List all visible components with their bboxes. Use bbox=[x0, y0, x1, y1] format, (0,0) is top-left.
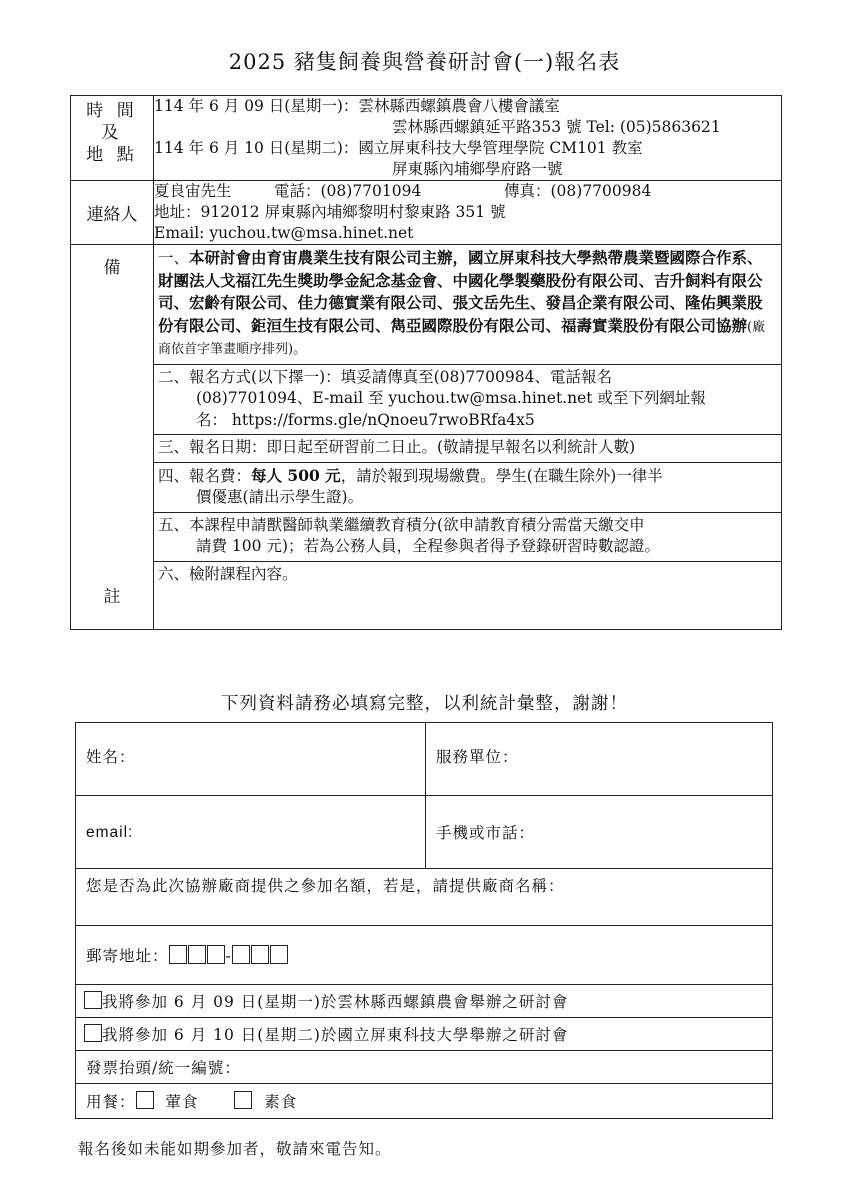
time-place-label bbox=[71, 96, 154, 181]
attend-session2-option[interactable] bbox=[76, 1018, 773, 1051]
postal-label: 郵寄地址： bbox=[86, 947, 169, 965]
remarks-label-bottom: 註 bbox=[103, 587, 121, 607]
sponsor-field[interactable] bbox=[76, 869, 773, 926]
note-2-line1: 報名方式(以下擇一)：填妥請傳真至(08)7700984、電話報名 bbox=[189, 367, 612, 386]
name-label: 姓名： bbox=[86, 748, 136, 766]
postal-code-box[interactable] bbox=[207, 945, 225, 964]
note-4-line2: 價優惠(請出示學生證)。 bbox=[196, 488, 364, 506]
note-5-line1: 本課程申請獸醫師執業繼續教育積分(欲申請教育積分需當天繳交申 bbox=[189, 515, 645, 534]
form-row-meal bbox=[76, 1084, 773, 1119]
time-place-content bbox=[154, 96, 782, 181]
form-row-contact bbox=[76, 796, 773, 869]
name-field[interactable] bbox=[76, 723, 426, 796]
form-row-attend1 bbox=[76, 985, 773, 1018]
contact-label: 連絡人 bbox=[71, 181, 154, 245]
note-6-text: 檢附課程內容。 bbox=[189, 564, 298, 583]
time-place-label-line3: 地 點 bbox=[86, 145, 138, 165]
contact-row bbox=[71, 181, 782, 245]
meal-field bbox=[76, 1084, 773, 1119]
unit-label: 服務單位： bbox=[436, 748, 519, 766]
time-place-label-line1: 時 間 bbox=[86, 101, 138, 121]
form-row-name bbox=[76, 723, 773, 796]
note-2-line3: 名： https://forms.gle/nQnoeu7rwoBRfa4x5 bbox=[196, 410, 535, 429]
phone-field[interactable] bbox=[426, 796, 773, 869]
note-6 bbox=[154, 562, 781, 589]
form-row-sponsor bbox=[76, 869, 773, 926]
note-1-bold-text: 本研討會由育宙農業生技有限公司主辦，國立屏東科技大學熱帶農業暨國際合作系、財團法人戈福江先生獎助學金紀念基金會、中國化學製藥股份有限公司、吉升飼料有限公司、宏齡有限公司、佳力德實業有限公司、張文岳先生、發昌企業有限公司、隆佑興業股份有限公司、鉅洹生技有限公司、雋亞國際股份有限公司、福壽實業股份有限公司協辦 bbox=[158, 248, 763, 335]
email-label: email: bbox=[86, 823, 134, 841]
note-5-num: 五、 bbox=[158, 515, 190, 534]
remarks-label-top: 備 bbox=[103, 258, 121, 278]
session1-place: 雲林縣西螺鎮農會八樓會議室 bbox=[358, 97, 560, 115]
time-place-label-line2: 及 bbox=[101, 123, 123, 143]
note-1 bbox=[154, 245, 781, 365]
note-3 bbox=[154, 435, 781, 463]
session2-place: 國立屏東科技大學管理學院 CM101 教室 bbox=[358, 139, 643, 157]
form-row-postal bbox=[76, 926, 773, 985]
contact-address: 地址：912012 屏東縣內埔鄉黎明村黎東路 351 號 bbox=[154, 203, 506, 221]
postal-code-box[interactable] bbox=[188, 945, 206, 964]
postal-code-box[interactable] bbox=[232, 945, 250, 964]
note-4-num: 四、 bbox=[158, 466, 190, 485]
note-4-post: ，請於報到現場繳費。學生(在職生除外)一律半 bbox=[340, 466, 663, 485]
form-row-invoice bbox=[76, 1051, 773, 1084]
note-3-num: 三、 bbox=[158, 438, 190, 456]
note-3-text: 報名日期：即日起至研習前二日止。(敬請提早報名以利統計人數) bbox=[189, 438, 636, 456]
attend-session1-checkbox[interactable] bbox=[84, 991, 102, 1009]
note-6-num: 六、 bbox=[158, 564, 190, 583]
contact-name: 夏良宙先生 bbox=[154, 182, 232, 200]
session2-address: 屏東縣內埔鄉學府路一號 bbox=[392, 160, 563, 178]
registration-form bbox=[75, 722, 773, 1119]
session1-line bbox=[154, 96, 781, 117]
contact-line-1 bbox=[154, 181, 781, 202]
attend-session2-label: 我將參加 6 月 10 日(星期二)於國立屏東科技大學舉辦之研討會 bbox=[102, 1026, 569, 1044]
form-row-attend2 bbox=[76, 1018, 773, 1051]
page-title: 2025 豬隻飼養與營養研討會(一)報名表 bbox=[228, 50, 621, 74]
time-place-row bbox=[71, 96, 782, 181]
meal-meat-label: 葷食 bbox=[165, 1093, 199, 1111]
meal-meat-checkbox[interactable] bbox=[136, 1091, 154, 1109]
remarks-label bbox=[71, 245, 154, 630]
postal-code-box[interactable] bbox=[270, 945, 288, 964]
invoice-label: 發票抬頭/統一編號： bbox=[86, 1059, 241, 1077]
session1-address: 雲林縣西螺鎮延平路353 號 Tel: (05)5863621 bbox=[392, 118, 721, 136]
note-1-num: 一、 bbox=[158, 249, 190, 267]
remarks-content bbox=[154, 245, 782, 630]
attend-session1-option[interactable] bbox=[76, 985, 773, 1018]
contact-fax: 傳真：(08)7700984 bbox=[504, 182, 652, 200]
contact-content bbox=[154, 181, 782, 245]
event-info-table bbox=[70, 95, 782, 630]
form-subtitle: 下列資料請務必填寫完整，以利統計彙整，謝謝！ bbox=[221, 694, 628, 714]
note-2-line2: (08)7701094、E-mail 至 yuchou.tw@msa.hinet.net 或至下列網址報 bbox=[196, 389, 706, 407]
note-5-line2: 請費 100 元)；若為公務人員，全程參與者得予登錄研習時數認證。 bbox=[196, 537, 660, 555]
postal-code-box[interactable] bbox=[169, 945, 187, 964]
attend-session2-checkbox[interactable] bbox=[84, 1024, 102, 1042]
meal-label: 用餐： bbox=[86, 1093, 136, 1111]
meal-veg-label: 素食 bbox=[264, 1093, 298, 1111]
invoice-field[interactable] bbox=[76, 1051, 773, 1084]
phone-label: 手機或市話： bbox=[436, 824, 536, 842]
note-4 bbox=[154, 463, 781, 513]
remarks-row bbox=[71, 245, 782, 630]
postal-code-box[interactable] bbox=[251, 945, 269, 964]
note-2-num: 二、 bbox=[158, 367, 190, 386]
meal-veg-checkbox[interactable] bbox=[234, 1091, 252, 1109]
note-4-fee: 每人 500 元 bbox=[251, 465, 341, 485]
session2-line bbox=[154, 138, 781, 159]
contact-phone: 電話：(08)7701094 bbox=[274, 182, 422, 200]
footer-note: 報名後如未能如期參加者，敬請來電告知。 bbox=[78, 1140, 392, 1158]
sponsor-label: 您是否為此次協辦廠商提供之參加名額，若是，請提供廠商名稱： bbox=[86, 877, 565, 895]
session2-date: 114 年 6 月 10 日(星期二)： bbox=[154, 139, 359, 157]
note-5 bbox=[154, 513, 781, 562]
postal-field[interactable] bbox=[76, 926, 773, 985]
contact-email: Email: yuchou.tw@msa.hinet.net bbox=[154, 224, 414, 242]
postal-dash: - bbox=[225, 947, 232, 965]
note-1-small-text: (廠商依首字筆畫順序排列)。 bbox=[158, 319, 766, 357]
note-4-pre: 報名費： bbox=[189, 466, 252, 485]
email-field[interactable] bbox=[76, 796, 426, 869]
note-2 bbox=[154, 365, 781, 436]
attend-session1-label: 我將參加 6 月 09 日(星期一)於雲林縣西螺鎮農會舉辦之研討會 bbox=[102, 993, 569, 1011]
unit-field[interactable] bbox=[426, 723, 773, 796]
session1-date: 114 年 6 月 09 日(星期一)： bbox=[154, 97, 359, 115]
